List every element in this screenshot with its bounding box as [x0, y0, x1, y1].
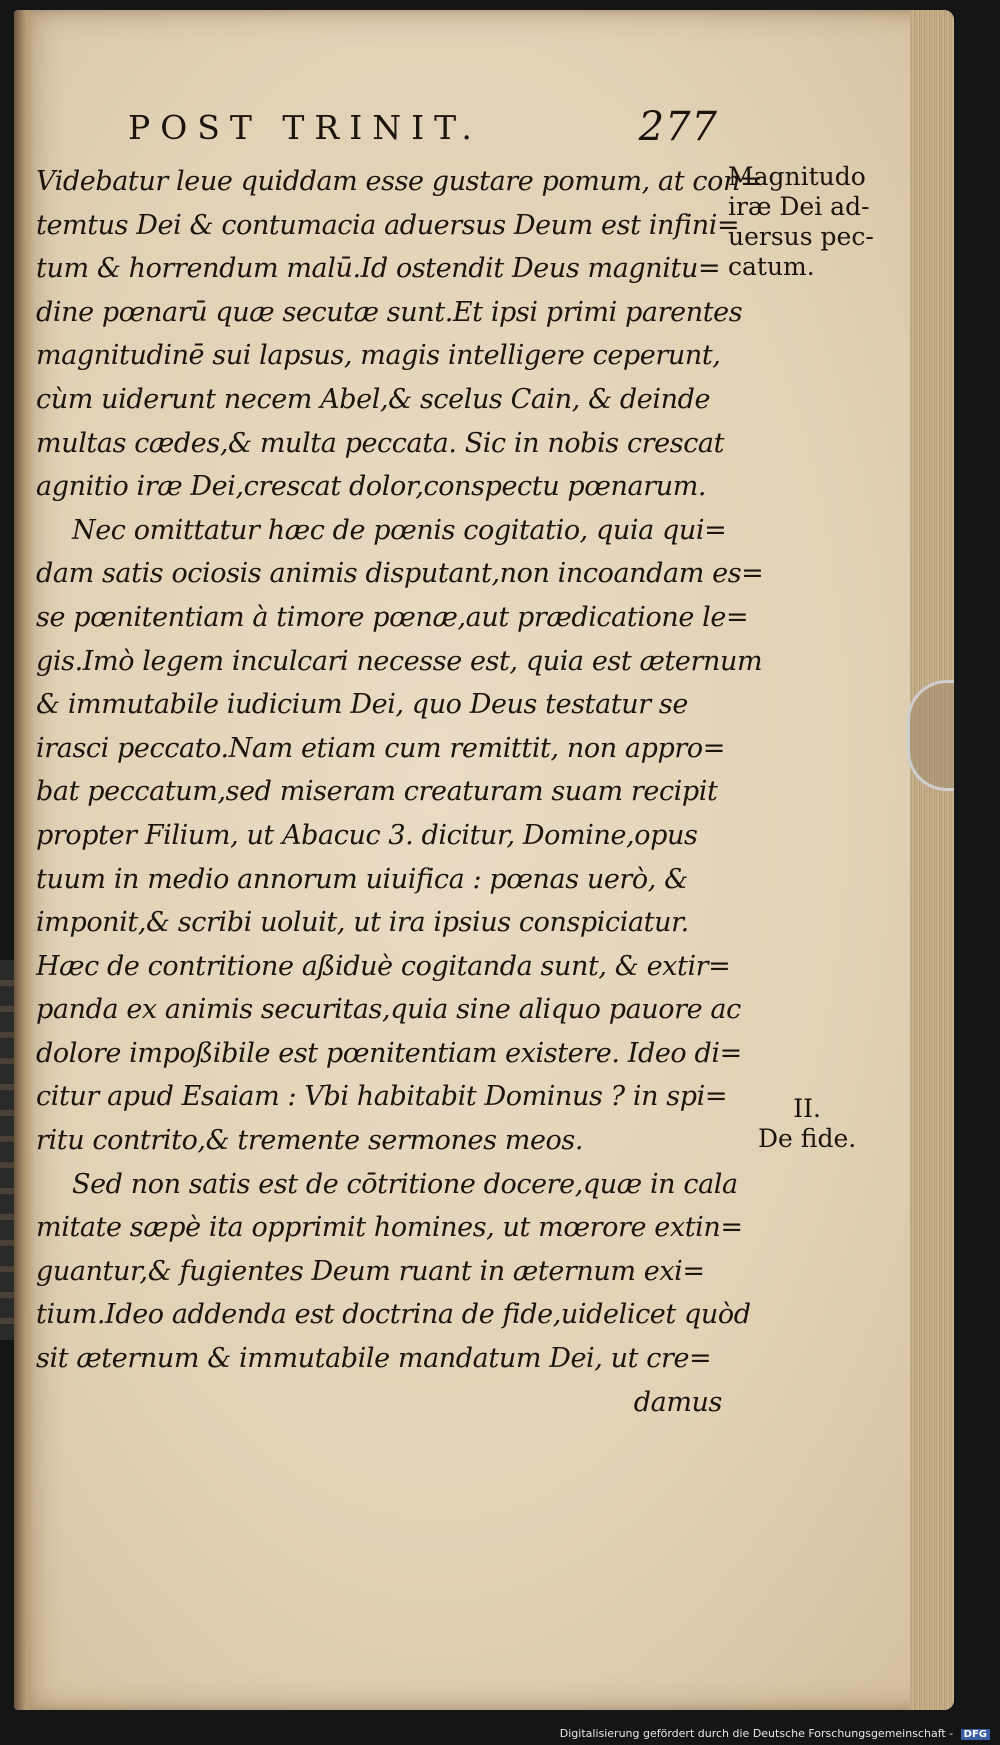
text-line: se pœnitentiam à timore pœnæ,aut prædicatione le=	[36, 601, 749, 633]
page-fore-edge	[910, 10, 954, 1710]
marginal-note-magnitudo	[728, 162, 874, 282]
marginal-line: iræ Dei ad-	[728, 192, 870, 221]
running-head: POST TRINIT.	[128, 108, 482, 147]
text-line: bat peccatum,sed miseram creaturam suam recipit	[36, 776, 718, 808]
text-line: guantur,& fugientes Deum ruant in æternum exi=	[36, 1255, 705, 1287]
text-line: dolore impoßibile est pœnitentiam existere. Ideo di=	[36, 1037, 742, 1069]
text-line: ritu contrito,& tremente sermones meos.	[36, 1125, 584, 1157]
text-line: irasci peccato.Nam etiam cum remittit, non appro=	[36, 732, 725, 764]
book-clasp	[907, 680, 954, 791]
text-line: magnitudinē sui lapsus, magis intelligere ceperunt,	[36, 340, 721, 372]
text-line: citur apud Esaiam : Vbi habitabit Dominus ? in spi=	[36, 1081, 728, 1113]
gutter-shadow	[14, 10, 34, 1710]
text-line: agnitio iræ Dei,crescat dolor,conspectu pœnarum.	[36, 471, 707, 503]
marginal-line: II.	[793, 1094, 821, 1123]
text-line: propter Filium, ut Abacuc 3. dicitur, Domine,opus	[36, 819, 698, 851]
text-line: dine pœnarū quæ secutæ sunt.Et ipsi primi parentes	[36, 296, 743, 328]
text-line: Nec omittatur hæc de pœnis cogitatio, quia qui=	[72, 514, 727, 546]
marginal-line: uersus pec-	[728, 222, 874, 251]
marginal-note-de-fide	[758, 1094, 856, 1154]
text-line: panda ex animis securitas,quia sine aliquo pauore ac	[36, 994, 741, 1026]
marginal-line: De fide.	[758, 1124, 857, 1153]
text-line: cùm uiderunt necem Abel,& scelus Cain, & deinde	[36, 383, 711, 415]
text-line: tium.Ideo addenda est doctrina de fide,uidelicet quòd	[36, 1299, 751, 1331]
marginal-line: Magnitudo	[728, 162, 866, 191]
text-line: & immutabile iudicium Dei, quo Deus testatur se	[36, 689, 688, 721]
text-line: tuum in medio annorum uiuifica : pœnas uerò, &	[36, 863, 688, 895]
adjacent-pages-shadow	[0, 960, 14, 1340]
marginal-line: catum.	[728, 252, 815, 281]
text-line: imponit,& scribi uoluit, ut ira ipsius conspiciatur.	[36, 907, 689, 939]
body-text	[36, 160, 764, 1424]
text-line: dam satis ociosis animis disputant,non incoandam es=	[36, 558, 764, 590]
dfg-logo: DFG	[961, 1729, 990, 1740]
text-line: Sed non satis est de cōtritione docere,quæ in cala	[72, 1168, 738, 1200]
text-line: Videbatur leue quiddam esse gustare pomum, at con=	[36, 166, 763, 197]
text-line: temtus Dei & contumacia aduersus Deum est infini=	[36, 209, 740, 241]
text-line: mitate sæpè ita opprimit homines, ut mœrore extin=	[36, 1212, 743, 1244]
text-line: tum & horrendum malū.Id ostendit Deus magnitu=	[36, 253, 721, 285]
page-number: 277	[638, 104, 718, 150]
digitization-credit	[556, 1726, 994, 1741]
text-line: gis.Imò legem inculcari necesse est, quia est æternum	[36, 645, 763, 677]
catchword: damus	[633, 1386, 722, 1418]
text-line: Hæc de contritione aßiduè cogitanda sunt, & extir=	[36, 950, 731, 982]
page-header	[128, 104, 718, 150]
text-line: sit æternum & immutabile mandatum Dei, ut cre=	[36, 1343, 712, 1375]
credit-text: Digitalisierung gefördert durch die Deutsche Forschungsgemeinschaft -	[559, 1727, 954, 1740]
text-line: multas cædes,& multa peccata. Sic in nobis crescat	[36, 427, 725, 459]
